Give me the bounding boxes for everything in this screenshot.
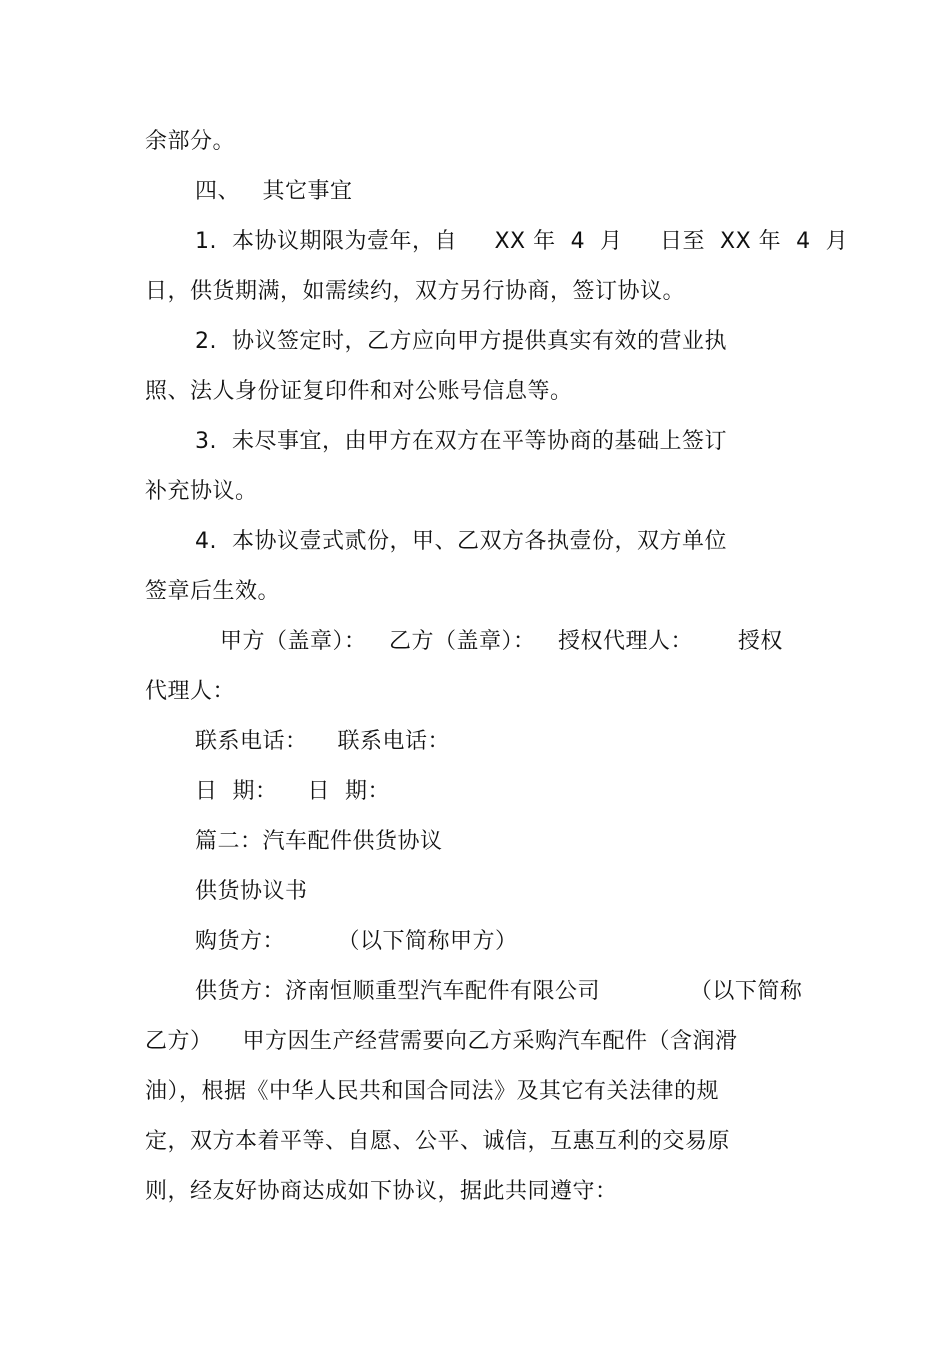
date-line: 日 期： 日 期： [195,779,390,804]
clause-1: 1. 本协议期限为壹年，自 XX 年 4 月 日至 XX 年 4 月 [195,229,849,254]
clause-3: 3. 未尽事宜，由甲方在双方在平等协商的基础上签订 [195,429,727,454]
clause-4: 4. 本协议壹式贰份，甲、乙双方各执壹份，双方单位 [195,529,727,554]
supplier-line: 供货方：济南恒顺重型汽车配件有限公司 （以下简称 [195,979,803,1004]
text-line: 定，双方本着平等、自愿、公平、诚信，互惠互利的交易原 [145,1129,731,1154]
chapter-heading: 篇二：汽车配件供货协议 [195,829,443,854]
text-line: 日，供货期满，如需续约，双方另行协商，签订协议。 [145,279,686,304]
text-line: 余部分。 [145,129,236,154]
clause-2: 2. 协议签定时，乙方应向甲方提供真实有效的营业执 [195,329,727,354]
text-line: 则，经友好协商达成如下协议，据此共同遵守： [145,1179,618,1204]
contact-phone-line: 联系电话： 联系电话： [195,729,450,754]
buyer-line: 购货方： （以下简称甲方） [195,929,518,954]
section-heading: 四、 其它事宜 [195,179,353,204]
text-line: 油），根据《中华人民共和国合同法》及其它有关法律的规 [145,1079,720,1104]
text-line: 乙方） 甲方因生产经营需要向乙方采购汽车配件（含润滑 [145,1029,738,1054]
document-title: 供货协议书 [195,879,308,904]
text-line: 照、法人身份证复印件和对公账号信息等。 [145,379,573,404]
text-line: 代理人： [145,679,236,704]
signature-block: 甲方（盖章）： 乙方（盖章）： 授权代理人： 授权 [220,629,783,654]
text-line: 补充协议。 [145,479,258,504]
text-line: 签章后生效。 [145,579,281,604]
